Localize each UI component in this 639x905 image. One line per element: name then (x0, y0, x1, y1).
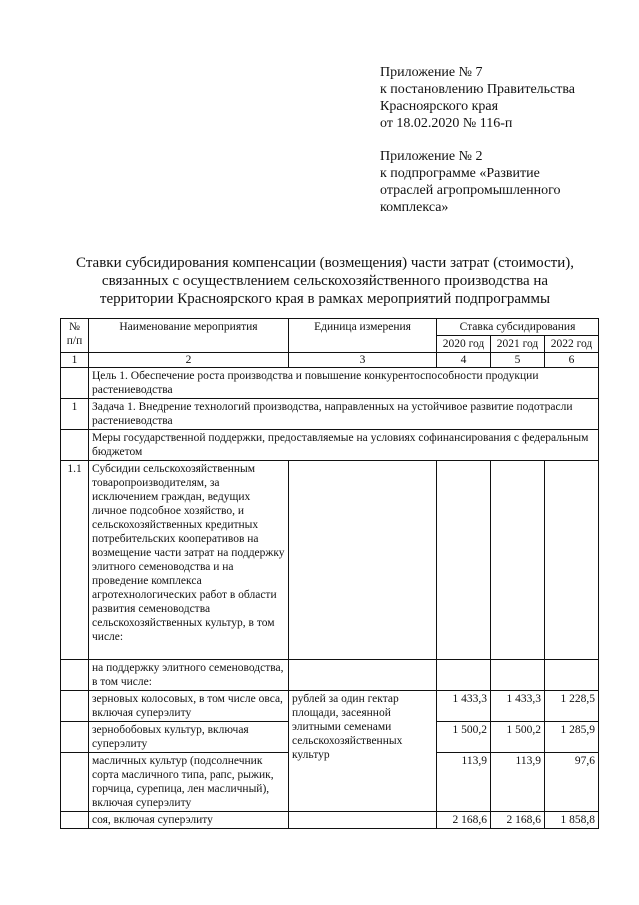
table-row (61, 812, 599, 829)
col-number: 3 (289, 353, 437, 368)
header-year-2022: 2022 год (545, 336, 599, 353)
appendix-sub-block (380, 148, 561, 216)
item-value-cell (437, 461, 491, 660)
subitem-num-cell (61, 660, 89, 691)
row-value-2021: 1 500,2 (491, 722, 545, 753)
measures-text: Меры государственной поддержки, предоставляемые на условиях софинансирования с федеральным бюджетом (89, 430, 599, 461)
header-unit: Единица измерения (289, 319, 437, 353)
title-line: Ставки субсидирования компенсации (возмещения) части затрат (стоимости), (76, 255, 574, 271)
row-name: масличных культур (подсолнечник сорта масличного типа, рапс, рыжик, горчица, сурепица, лен масличный), включая суперэлиту (89, 753, 289, 812)
subsidy-rates-table (60, 318, 599, 829)
subitem-text: на поддержку элитного семеноводства, в том числе: (89, 660, 289, 691)
row-value-2022: 1 858,8 (545, 812, 599, 829)
row-value-2020: 2 168,6 (437, 812, 491, 829)
row-unit-cell (289, 812, 437, 829)
row-num-cell (61, 753, 89, 812)
item-value-cell (545, 461, 599, 660)
task-text: Задача 1. Внедрение технологий производства, направленных на устойчивое развитие подотрасли растениеводства (89, 399, 599, 430)
item-row (61, 461, 599, 660)
appendix-main-block (380, 64, 575, 132)
title-line: территории Красноярского края в рамках мероприятий подпрограммы (99, 291, 551, 307)
col-number: 2 (89, 353, 289, 368)
item-value-cell (491, 461, 545, 660)
goal-text: Цель 1. Обеспечение роста производства и повышение конкурентоспособности продукции растениеводства (89, 368, 599, 399)
title-line: связанных с осуществлением сельскохозяйственного производства на (101, 273, 549, 289)
measures-num-cell (61, 430, 89, 461)
header-rate: Ставка субсидирования (437, 319, 599, 336)
item-unit-cell (289, 461, 437, 660)
subitem-unit-cell (289, 660, 437, 691)
appendix-line: Красноярского края (380, 99, 499, 114)
appendix-line: комплекса» (380, 200, 449, 215)
header-num: № п/п (61, 319, 89, 353)
row-num-cell (61, 722, 89, 753)
document-title (60, 254, 590, 308)
row-unit: рублей за один гектар площади, засеянной элитными семенами сельскохозяйственных культур (289, 691, 437, 812)
table-row (61, 691, 599, 722)
appendix-line: Приложение № 2 (380, 149, 483, 164)
appendix-line: Приложение № 7 (380, 65, 483, 80)
row-value-2021: 113,9 (491, 753, 545, 812)
table-header-row (61, 319, 599, 336)
appendix-line: отраслей агропромышленного (380, 183, 561, 198)
row-name: зернобобовых культур, включая суперэлиту (89, 722, 289, 753)
row-value-2020: 113,9 (437, 753, 491, 812)
row-value-2022: 97,6 (545, 753, 599, 812)
subitem-row (61, 660, 599, 691)
col-number: 4 (437, 353, 491, 368)
goal-num-cell (61, 368, 89, 399)
subitem-value-cell (545, 660, 599, 691)
subitem-value-cell (491, 660, 545, 691)
col-number: 1 (61, 353, 89, 368)
task-num: 1 (61, 399, 89, 430)
row-value-2022: 1 228,5 (545, 691, 599, 722)
item-num: 1.1 (61, 461, 89, 660)
row-value-2020: 1 500,2 (437, 722, 491, 753)
row-name: соя, включая суперэлиту (89, 812, 289, 829)
col-number: 5 (491, 353, 545, 368)
row-value-2020: 1 433,3 (437, 691, 491, 722)
col-number: 6 (545, 353, 599, 368)
row-num-cell (61, 691, 89, 722)
row-num-cell (61, 812, 89, 829)
subitem-value-cell (437, 660, 491, 691)
header-year-2020: 2020 год (437, 336, 491, 353)
appendix-line: к постановлению Правительства (380, 82, 576, 97)
column-numbers-row (61, 353, 599, 368)
header-year-2021: 2021 год (491, 336, 545, 353)
goal-row (61, 368, 599, 399)
appendix-line: к подпрограмме «Развитие (380, 166, 540, 181)
row-name: зерновых колосовых, в том числе овса, включая суперэлиту (89, 691, 289, 722)
item-text: Субсидии сельскохозяйственным товаропроизводителям, за исключением граждан, ведущих личное подсобное хозяйство, и сельскохозяйственных кредитных потребительских кооперативов на возмещение части затрат на поддержку элитного семеноводства и на проведение комплекса агротехнологических работ в области развития семеноводства сельскохозяйственных культур, в том числе: (89, 461, 289, 660)
appendix-line: от 18.02.2020 № 116-п (380, 116, 513, 131)
header-name: Наименование мероприятия (89, 319, 289, 353)
row-value-2022: 1 285,9 (545, 722, 599, 753)
row-value-2021: 2 168,6 (491, 812, 545, 829)
row-value-2021: 1 433,3 (491, 691, 545, 722)
measures-row (61, 430, 599, 461)
task-row (61, 399, 599, 430)
